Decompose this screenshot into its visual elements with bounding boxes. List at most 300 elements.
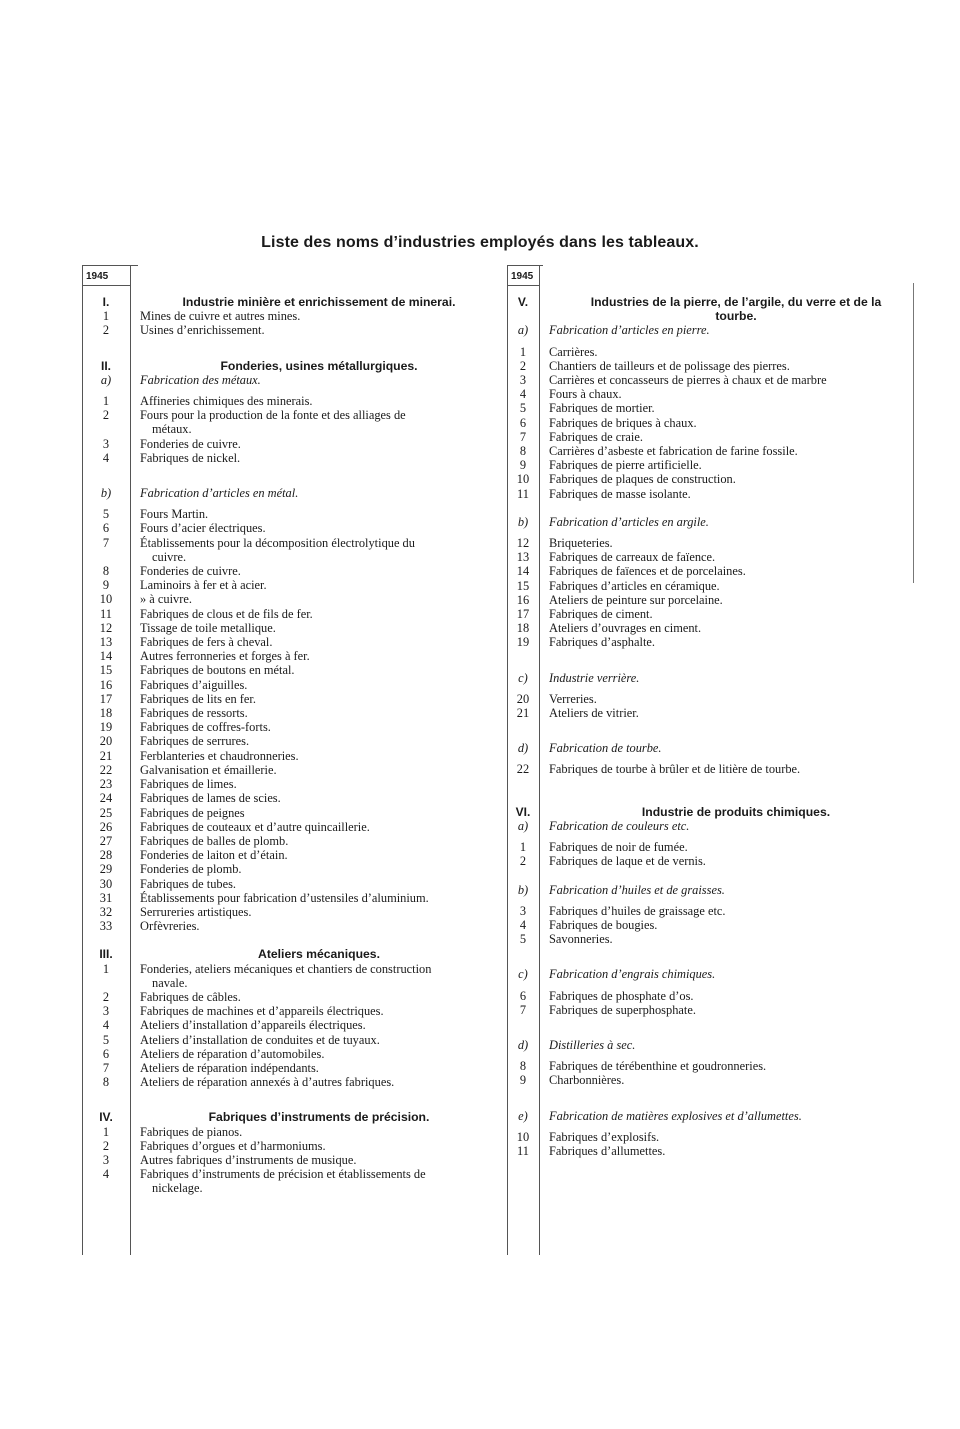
item-number: 16	[516, 592, 530, 607]
list-item	[507, 359, 923, 373]
subsection-heading	[507, 819, 923, 833]
list-item	[82, 1018, 498, 1032]
subsection-heading	[82, 373, 498, 387]
subsection-title: Fabrication d’articles en métal.	[140, 486, 299, 501]
list-item	[507, 1073, 923, 1087]
industry-name: Ateliers de vitrier.	[549, 706, 639, 721]
list-item	[507, 387, 923, 401]
list-item	[507, 430, 923, 444]
section-heading	[82, 1110, 498, 1124]
industry-name: » à cuivre.	[140, 592, 192, 607]
list-item	[82, 394, 498, 408]
list-item	[507, 1059, 923, 1073]
spacer	[82, 387, 498, 394]
item-number: 3	[102, 1004, 110, 1019]
item-number: 8	[102, 1075, 110, 1090]
list-item	[82, 962, 498, 976]
section-number: I.	[102, 295, 110, 309]
item-number: 22	[516, 762, 530, 777]
list-item-continuation	[82, 422, 498, 436]
list-item	[82, 578, 498, 592]
list-item	[507, 550, 923, 564]
industry-name: Fabriques d’aiguilles.	[140, 677, 248, 692]
subsection-letter: e)	[518, 1108, 528, 1123]
industry-name: Ferblanteries et chaudronneries.	[140, 748, 299, 763]
item-number: 5	[102, 507, 110, 522]
spacer	[507, 755, 923, 762]
spacer	[507, 720, 923, 734]
item-number: 22	[99, 762, 113, 777]
section-number: II.	[100, 358, 111, 373]
list-item	[507, 840, 923, 854]
list-item	[82, 635, 498, 649]
year-header: 1945	[86, 271, 109, 282]
item-number: 13	[516, 550, 530, 565]
list-item	[82, 834, 498, 848]
section-number: IV.	[99, 1110, 113, 1125]
industry-name: Établissements pour fabrication d’ustensiles d’aluminium.	[140, 890, 429, 905]
item-number: 9	[519, 458, 527, 473]
item-number: 7	[519, 1002, 527, 1017]
item-number: 1	[519, 344, 527, 359]
spacer	[507, 501, 923, 515]
industry-name: Chantiers de tailleurs et de polissage des pierres.	[549, 358, 790, 373]
item-number: 1	[102, 961, 110, 976]
item-number: 1	[102, 1124, 110, 1139]
industry-name: Fabriques de phosphate d’os.	[549, 988, 694, 1003]
industry-name: Usines d’enrichissement.	[140, 323, 265, 338]
item-number: 4	[102, 1167, 110, 1182]
subsection-letter: b)	[517, 514, 529, 529]
list-item	[507, 989, 923, 1003]
list-item	[507, 1003, 923, 1017]
item-number: 15	[516, 578, 530, 593]
item-number: 4	[519, 387, 527, 402]
item-number: 3	[519, 903, 527, 918]
spacer	[507, 960, 923, 967]
subsection-letter: a)	[517, 323, 529, 338]
industry-name: Fours pour la production de la fonte et des alliages de	[140, 408, 406, 423]
spacer	[507, 529, 923, 536]
industry-name: Fabriques de peignes	[140, 805, 245, 820]
industry-name: Fabriques de câbles.	[140, 989, 241, 1004]
item-number: 2	[519, 854, 527, 869]
list-item	[507, 692, 923, 706]
subsection-title: Industrie verrière.	[549, 670, 640, 685]
list-item	[507, 1130, 923, 1144]
item-number: 11	[517, 486, 529, 501]
section-heading	[82, 947, 498, 961]
item-number: 6	[519, 415, 527, 430]
spacer	[507, 946, 923, 960]
industry-name: Briqueteries.	[549, 536, 613, 551]
list-item	[507, 472, 923, 486]
industry-name: Orfèvreries.	[140, 919, 200, 934]
industry-name: Ateliers d’installation d’appareils électriques.	[140, 1018, 366, 1033]
list-item	[82, 791, 498, 805]
list-item	[507, 762, 923, 776]
item-number	[82, 1181, 130, 1195]
industry-name: Fonderies, ateliers mécaniques et chantiers de construction	[140, 961, 432, 976]
list-item	[507, 918, 923, 932]
item-number: 11	[517, 1143, 529, 1158]
industry-name: métaux.	[152, 422, 192, 437]
industry-name: Fabriques de laque et de vernis.	[549, 854, 706, 869]
item-number: 7	[102, 535, 110, 550]
year-header: 1945	[511, 271, 534, 282]
item-number: 10	[516, 1129, 530, 1144]
industry-name: Fabriques de ciment.	[549, 607, 653, 622]
list-item	[82, 862, 498, 876]
subsection-heading	[507, 323, 923, 337]
page-title: Liste des noms d’industries employés dans les tableaux.	[261, 234, 699, 251]
industry-name: nickelage.	[152, 1181, 203, 1196]
item-number	[507, 309, 539, 323]
item-number: 9	[102, 578, 110, 593]
section-heading	[507, 295, 923, 309]
industry-name: Fabriques d’instruments de précision et établissements de	[140, 1167, 426, 1182]
industry-name: Fabriques de bougies.	[549, 917, 658, 932]
item-number: 8	[519, 1059, 527, 1074]
subsection-title: Fabrication de tourbe.	[549, 741, 662, 756]
industry-name: Ateliers de réparation indépendants.	[140, 1060, 319, 1075]
industry-name: Fabriques de pierre artificielle.	[549, 458, 702, 473]
list-item	[507, 635, 923, 649]
list-item	[82, 649, 498, 663]
list-item	[82, 1047, 498, 1061]
list-item-continuation	[82, 976, 498, 990]
industry-name: Fabriques de mortier.	[549, 401, 655, 416]
subsection-title: Fabrication d’huiles et de graisses.	[549, 882, 725, 897]
industry-name: Fours d’acier électriques.	[140, 521, 266, 536]
item-number: 27	[99, 833, 113, 848]
list-item	[82, 806, 498, 820]
item-number: 29	[99, 862, 113, 877]
industry-name: Fabriques de coffres-forts.	[140, 720, 271, 735]
section-number: V.	[517, 295, 529, 309]
industry-name: Autres ferronneries et forges à fer.	[140, 649, 310, 664]
industry-list-left	[82, 295, 498, 1196]
section-title: tourbe.	[715, 309, 757, 324]
list-item	[82, 919, 498, 933]
list-item	[507, 536, 923, 550]
subsection-letter: d)	[517, 741, 529, 756]
list-item	[507, 345, 923, 359]
year-header-rule	[507, 265, 543, 266]
item-number: 5	[519, 932, 527, 947]
header-divider	[82, 285, 130, 286]
industry-name: Fours à chaux.	[549, 387, 622, 402]
subsection-heading	[82, 486, 498, 500]
spacer	[82, 1089, 498, 1103]
list-item	[82, 877, 498, 891]
item-number: 20	[516, 691, 530, 706]
industry-name: Fonderies de plomb.	[140, 862, 242, 877]
item-number: 20	[99, 734, 113, 749]
list-item	[82, 1033, 498, 1047]
section-title: Industrie de produits chimiques.	[641, 804, 831, 819]
item-number: 10	[516, 472, 530, 487]
item-number: 17	[516, 607, 530, 622]
industry-name: Fabriques de clous et de fils de fer.	[140, 606, 313, 621]
spacer	[507, 833, 923, 840]
section-heading	[82, 359, 498, 373]
item-number: 19	[516, 635, 530, 650]
item-number: 19	[99, 720, 113, 735]
spacer	[507, 734, 923, 741]
industry-name: Fabriques de faïences et de porcelaines.	[549, 564, 746, 579]
item-number	[82, 422, 130, 436]
industry-name: Verreries.	[549, 691, 597, 706]
list-item	[82, 1125, 498, 1139]
list-item	[507, 1144, 923, 1158]
industry-name: Fabriques de limes.	[140, 777, 237, 792]
industry-name: Fabriques de superphosphate.	[549, 1002, 696, 1017]
industry-name: Fabriques de boutons en métal.	[140, 663, 295, 678]
list-item	[82, 692, 498, 706]
item-number: 5	[102, 1032, 110, 1047]
item-number: 1	[102, 394, 110, 409]
item-number: 18	[99, 706, 113, 721]
item-number: 31	[99, 890, 113, 905]
list-item	[507, 416, 923, 430]
industry-name: Fabriques de noir de fumée.	[549, 840, 688, 855]
item-number: 32	[99, 904, 113, 919]
section-heading	[507, 309, 923, 323]
industry-name: Ateliers de réparation annexés à d’autres fabriques.	[140, 1075, 395, 1090]
list-item	[82, 437, 498, 451]
list-item	[82, 763, 498, 777]
list-item	[82, 1075, 498, 1089]
item-number	[82, 976, 130, 990]
industry-name: Fabriques de plaques de construction.	[549, 472, 736, 487]
industry-name: Fours Martin.	[140, 507, 209, 522]
industry-name: Fabriques d’explosifs.	[549, 1129, 660, 1144]
spacer	[507, 685, 923, 692]
industry-name: Fabriques de pianos.	[140, 1124, 243, 1139]
industry-name: Fabriques de balles de plomb.	[140, 833, 289, 848]
item-number: 12	[516, 536, 530, 551]
industry-name: Établissements pour la décomposition électrolytique du	[140, 535, 415, 550]
item-number: 21	[516, 706, 530, 721]
item-number: 4	[102, 450, 110, 465]
item-number: 13	[99, 635, 113, 650]
list-item	[82, 507, 498, 521]
item-number: 6	[102, 521, 110, 536]
industry-name: Fabriques de tourbe à brûler et de litière de tourbe.	[549, 762, 801, 777]
subsection-heading	[507, 883, 923, 897]
section-title: Industrie minière et enrichissement de minerai.	[182, 295, 456, 309]
item-number: 6	[519, 988, 527, 1003]
subsection-heading	[507, 967, 923, 981]
spacer	[507, 982, 923, 989]
subsection-letter: a)	[517, 818, 529, 833]
item-number: 3	[519, 373, 527, 388]
industry-name: Fabriques de tubes.	[140, 876, 237, 891]
list-item	[82, 521, 498, 535]
item-number: 2	[102, 323, 110, 338]
subsection-title: Fabrication de couleurs etc.	[549, 818, 690, 833]
list-item	[507, 564, 923, 578]
list-item-continuation	[82, 550, 498, 564]
industry-name: Ateliers de réparation d’automobiles.	[140, 1046, 325, 1061]
item-number: 14	[99, 649, 113, 664]
item-number: 2	[102, 408, 110, 423]
item-number: 1	[519, 840, 527, 855]
item-number: 3	[102, 1152, 110, 1167]
subsection-letter: c)	[518, 967, 528, 982]
list-item	[82, 323, 498, 337]
industry-name: Galvanisation et émaillerie.	[140, 762, 277, 777]
list-item	[507, 373, 923, 387]
item-number: 8	[102, 564, 110, 579]
subsection-heading	[507, 671, 923, 685]
list-item	[82, 607, 498, 621]
list-item	[82, 749, 498, 763]
item-number: 14	[516, 564, 530, 579]
spacer	[507, 897, 923, 904]
list-item	[82, 848, 498, 862]
industry-name: Carrières d’asbeste et fabrication de farine fossile.	[549, 444, 798, 459]
list-item	[507, 487, 923, 501]
item-number: 7	[102, 1060, 110, 1075]
subsection-title: Fabrication d’articles en argile.	[549, 514, 709, 529]
section-number: VI.	[515, 804, 531, 819]
industry-name: Carrières et concasseurs de pierres à chaux et de marbre	[549, 373, 827, 388]
spacer	[507, 1102, 923, 1109]
subsection-heading	[507, 741, 923, 755]
list-item	[82, 1167, 498, 1181]
subsection-title: Fabrication des métaux.	[140, 372, 261, 387]
spacer	[507, 664, 923, 671]
subsection-letter: d)	[517, 1037, 529, 1052]
spacer	[82, 352, 498, 359]
industry-name: Fonderies de cuivre.	[140, 564, 241, 579]
list-item	[82, 990, 498, 1004]
section-title: Industries de la pierre, de l’argile, du verre et de la	[590, 295, 882, 309]
list-item	[82, 706, 498, 720]
industry-name: Fabriques d’huiles de graissage etc.	[549, 903, 726, 918]
industry-name: Laminoirs à fer et à acier.	[140, 578, 267, 593]
subsection-letter: a)	[100, 372, 112, 387]
industry-name: Fonderies de cuivre.	[140, 436, 241, 451]
item-number: 8	[519, 444, 527, 459]
industry-name: Fabriques d’orgues et d’harmoniums.	[140, 1138, 326, 1153]
industry-name: Savonneries.	[549, 932, 613, 947]
industry-name: Carrières.	[549, 344, 598, 359]
subsection-title: Distilleries à sec.	[549, 1037, 636, 1052]
item-number: 9	[519, 1073, 527, 1088]
list-item	[82, 1139, 498, 1153]
industry-name: Fabriques d’articles en céramique.	[549, 578, 720, 593]
section-heading	[507, 805, 923, 819]
list-item	[82, 592, 498, 606]
item-number	[82, 550, 130, 564]
item-number: 12	[99, 620, 113, 635]
list-item	[507, 706, 923, 720]
list-item	[82, 663, 498, 677]
industry-name: Autres fabriques d’instruments de musique.	[140, 1152, 357, 1167]
item-number: 6	[102, 1046, 110, 1061]
subsection-heading	[507, 515, 923, 529]
list-item	[82, 891, 498, 905]
list-item	[82, 777, 498, 791]
industry-name: Fabriques de ressorts.	[140, 706, 248, 721]
industry-name: Serrureries artistiques.	[140, 904, 252, 919]
item-number: 28	[99, 848, 113, 863]
item-number: 25	[99, 805, 113, 820]
item-number: 18	[516, 621, 530, 636]
industry-name: Fabriques de carreaux de faïence.	[549, 550, 716, 565]
item-number: 2	[102, 989, 110, 1004]
spacer	[507, 791, 923, 805]
subsection-letter: c)	[518, 670, 528, 685]
list-item	[82, 564, 498, 578]
industry-name: Fabriques de machines et d’appareils électriques.	[140, 1004, 384, 1019]
list-item-continuation	[82, 1181, 498, 1195]
industry-name: Fabriques de lames de scies.	[140, 791, 281, 806]
list-item	[82, 309, 498, 323]
industry-name: Fabriques d’allumettes.	[549, 1143, 666, 1158]
list-item	[82, 536, 498, 550]
item-number: 4	[519, 917, 527, 932]
list-item	[82, 1004, 498, 1018]
list-item	[82, 1153, 498, 1167]
item-number: 7	[519, 429, 527, 444]
spacer	[507, 650, 923, 664]
spacer	[82, 500, 498, 507]
industry-name: Fabriques de térébenthine et goudronneries.	[549, 1059, 767, 1074]
industry-name: Ateliers d’installation de conduites et de tuyaux.	[140, 1032, 380, 1047]
industry-name: Tissage de toile metallique.	[140, 620, 276, 635]
item-number: 15	[99, 663, 113, 678]
item-number: 26	[99, 819, 113, 834]
list-item	[82, 734, 498, 748]
spacer	[507, 1017, 923, 1031]
subsection-letter: b)	[517, 882, 529, 897]
list-item	[507, 458, 923, 472]
list-item	[507, 932, 923, 946]
industry-name: Fabriques de fers à cheval.	[140, 635, 273, 650]
list-item	[82, 621, 498, 635]
spacer	[82, 338, 498, 352]
item-number: 4	[102, 1018, 110, 1033]
item-number: 10	[99, 592, 113, 607]
section-title: Fabriques d’instruments de précision.	[208, 1110, 430, 1125]
item-number: 30	[99, 876, 113, 891]
spacer	[82, 479, 498, 486]
spacer	[82, 465, 498, 479]
industry-list-right	[507, 295, 923, 1158]
spacer	[507, 1123, 923, 1130]
item-number: 24	[99, 791, 113, 806]
section-number: III.	[99, 947, 113, 962]
subsection-letter: b)	[100, 486, 112, 501]
spacer	[507, 338, 923, 345]
subsection-title: Fabrication de matières explosives et d’allumettes.	[549, 1108, 802, 1123]
section-title: Ateliers mécaniques.	[258, 947, 380, 962]
spacer	[82, 1103, 498, 1110]
industry-name: Fabriques de briques à chaux.	[549, 415, 697, 430]
industry-name: Fabriques de lits en fer.	[140, 691, 256, 706]
section-heading	[82, 295, 498, 309]
item-number: 3	[102, 436, 110, 451]
spacer	[507, 1052, 923, 1059]
item-number: 5	[519, 401, 527, 416]
list-item	[507, 579, 923, 593]
industry-name: Fabriques de masse isolante.	[549, 486, 691, 501]
list-item	[82, 905, 498, 919]
